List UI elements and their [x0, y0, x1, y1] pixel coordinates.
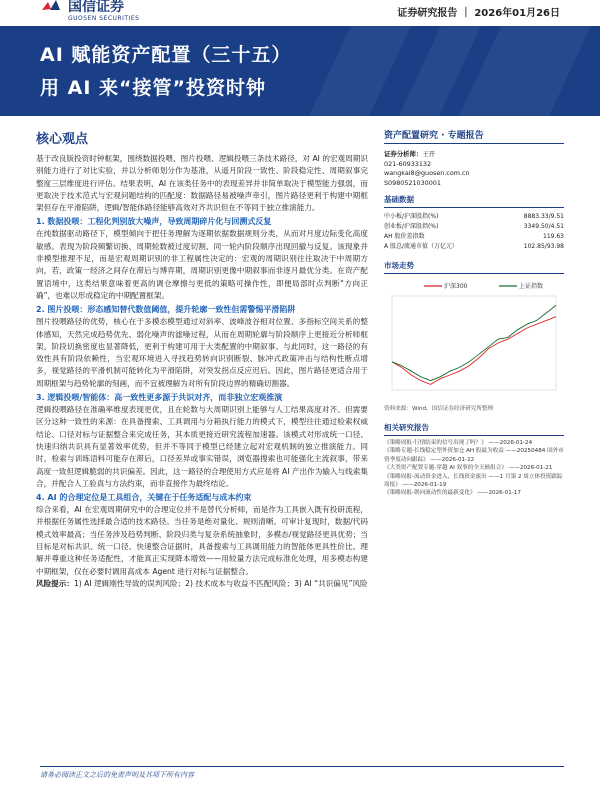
analyst-label: 证券分析师： — [384, 150, 423, 158]
market-data-title: 基础数据 — [384, 194, 564, 208]
risk-label: 风险提示： — [36, 578, 74, 588]
top-bar — [0, 0, 600, 26]
heading-logic: 3. 逻辑投喂/智能体：高一致性更多源于共识对齐，而非独立宏观推演 — [36, 393, 283, 403]
table-row — [384, 232, 564, 242]
chart-source: 资料来源：Wind、国信证券经济研究所整理 — [384, 406, 494, 412]
paragraph-image: 图片投喂路径的优势，核心在于多模态模型通过对斜率、波峰波谷相对位置、多指标空间关系的整体感知，天然完成趋势优先、弱化噪声的滤噪过程，从而在周期轮廓与阶段顺序上更接近分析师框架，阶段切换密度也显著降低，更利于构建可用于大类配置的中期叙事。与此同时，这一路径的有效性具有阶段依赖性，当宏观环境进入寻找趋势转向识别断裂、脉冲式政策冲击与结构性断点增多，视觉路径的平滑机制可能转化为平滑陷阱，对突发拐点反应迟后。因此，图片路径更适合用于周期框架与趋势轮廓的刻画，而不宜被理解为对所有阶段边界的精确切割器。 — [36, 317, 368, 388]
report-category: 资产配置研究 · 专题报告 — [384, 128, 564, 144]
paragraph-positioning: 综合来看，AI 在宏观周期研究中的合理定位并不是替代分析师，而是作为工具嵌入既有投研流程，并根据任务属性选择最合适的技术路径。当任务是绝对量化、规则清晰、可审计复现时，数据/代码模式效率最高；当任务涉及趋势判断、阶段归类与复杂系统抽象时，多模态/视觉路径更具优势；当目标是对标共识、统一口径、快速整合证据时，具备搜索与工具调用能力的智能体更具性价比。理解并尊重这种任务适配性，才能真正实现降本增效——用较量方法完成标准化处理，用多模态构建中期框架，仅在必要时调用高成本 Agent 进行对标与证据整合。 — [36, 505, 368, 576]
title-banner — [0, 26, 600, 116]
related-reports-title: 相关研究报告 — [384, 422, 564, 436]
row-value: 102.85/93.98 — [523, 243, 564, 250]
related-report-link[interactable]: 《策略周报-流动资金进入，长线资金流出 ——1 月第 2 周立体投资跟踪周报》 ——2026-01-19 — [384, 473, 563, 489]
row-value: 8883.33/9.51 — [523, 213, 564, 220]
row-label: A 股总/流通市值（万亿元） — [384, 243, 459, 250]
heading-positioning: 4. AI 的合理定位是工具组合，关键在于任务适配与成本约束 — [36, 493, 252, 503]
section-title: 核心观点 — [36, 132, 89, 147]
related-report-link[interactable]: 《策略周报-行情结束的信号出现了吗？》 ——2026-01-24 — [384, 440, 533, 446]
row-value: 119.63 — [543, 233, 564, 240]
logo — [40, 0, 139, 22]
table-row — [384, 242, 564, 252]
row-value: 3349.50/4.51 — [523, 223, 564, 230]
report-title: AI 赋能资产配置（三十五） — [40, 44, 292, 66]
main-column — [36, 128, 368, 590]
market-data-table — [384, 212, 564, 252]
row-label: AH 股价差指数 — [384, 233, 425, 240]
related-report-link[interactable]: 《策略专题-长线稳定型外资加仓 AH 股最为收益 ——20250484 国外市资季度动向跟踪》 ——2026-01-22 — [384, 448, 564, 463]
row-label: 创业板/沪深股指(%) — [384, 223, 439, 230]
risk-text: 1) AI 逻辑刚性导致的误判风险；2) 技术成本与收益不匹配风险；3) AI “共识偏见”风险 — [73, 578, 368, 588]
report-subtitle: 用 AI 来“接管”投资时钟 — [40, 77, 266, 99]
series-line-1 — [392, 305, 556, 380]
risk-notice — [36, 578, 368, 590]
logo-cn: 国信证券 — [68, 0, 124, 15]
related-report-link[interactable]: 《大类资产配置专题-穿越 AI 叙事的全天候组合》 ——2026-01-21 — [384, 465, 553, 472]
analyst-email[interactable]: wangkai8@guosen.com.cn — [384, 169, 470, 177]
analyst-name: 王开 — [422, 150, 436, 158]
chart-legend — [424, 282, 543, 290]
chart-frame — [392, 296, 556, 390]
table-row — [384, 222, 564, 232]
paragraph-logic: 逻辑投喂路径在准确率维度表现更优，且在轮数与大周期识别上能够与人工结果高度对齐。但需要区分这种一致性的来源：在具备搜索、工具调用与分箱执行能力的模式下，模型往往通过检索权威结论、口径对标与证据整合来完成任务，其本质更接近研究流程加速器。该模式对形成统一口径、快速归纳共识具有显著效率优势，但并不等同于模型已经建立起对宏观机制的独立推演能力。同时，检索与训练语料可能存在滞后，口径差异或事实错误，浏览器搜索也可能强化主流叙事，带来高度一致但逻辑脆弱的共识偏差。因此，这一路径的合理使用方式应是将 AI 产出作为输入与线索集合，并配合人工验真与方法约束，而非直接作为最终结论。 — [36, 405, 368, 488]
row-label: 中小板/沪深股指(%) — [384, 213, 439, 220]
chart-title: 市场走势 — [384, 260, 564, 274]
legend-label-0: 沪深300 — [444, 283, 468, 290]
footer-divider — [40, 766, 564, 767]
analyst-license: S0980521030001 — [384, 178, 441, 187]
heading-image: 2. 图片投喂：形态感知替代数值阈值，提升轮廓一致性但需警惕平滑陷阱 — [36, 305, 296, 315]
related-report-link[interactable]: 《策略周报-朝向流动性的最新变化》 ——2026-01-17 — [384, 490, 521, 497]
paragraph-data: 在纯数据驱动路径下，模型倾向于把任务理解为逐期依据数据规则分类，从而对月度边际变化高度敏感。表现为阶段频繁切换、周期轮数被过度切割、同一轮内阶段顺序出现回撤与反复。该现象并非模型推理不足，而是宏观周期识别的非工程属性决定的：宏观的周期识别往往取决于中周期方向，若，政策一经济之间存在滞后与博弈期，周期识别更像中期叙事而非逐月最优分类。在资产配置语境中，这类结果意味着更高的调仓摩擦与更低的策略可操作性，即便局部时点判断“方向正确”，也难以形成稳定的中期配置框架。 — [36, 229, 368, 300]
report-type: 证券研究报告 ｜ 2026年01月26日 — [397, 8, 560, 19]
market-trend-chart — [384, 278, 564, 398]
chart-plot-area — [392, 296, 556, 390]
footer-disclaimer: 请务必阅读正文之后的免责声明及其项下所有内容 — [40, 771, 194, 779]
heading-data: 1. 数据投喂：工程化判别放大噪声，导致周期碎片化与回溯式反复 — [36, 217, 272, 227]
logo-en: GUOSEN SECURITIES — [68, 15, 140, 22]
legend-label-1: 上证指数 — [519, 283, 544, 290]
analyst-phone: 021-60933132 — [384, 159, 432, 168]
table-row — [384, 212, 564, 222]
intro-paragraph: 基于改良版投资时钟框架，围绕数据投喂、图片投喂、逻辑投喂三条技术路径，对 AI 的宏观周期识别能力进行了对比实验，并以分析师划分作为基准，从遥月阶段一致性、阶段稳定性、周期叙事完整度三层维度进行评估。结果表明，AI 在该类任务中的表现差异并非简单取决于模型能力强弱，而更取决于技术范式与宏观问题结构的匹配度：数据路径易被噪声牵引，图片路径更利于构建中期框架但存在平滑陷阱，逻辑/智能体路径能够高效对齐共识但在不等同于独立推演能力。 — [36, 154, 368, 213]
sidebar-column — [384, 128, 564, 498]
analyst-info — [384, 150, 564, 188]
guosen-logo-icon — [40, 0, 62, 18]
